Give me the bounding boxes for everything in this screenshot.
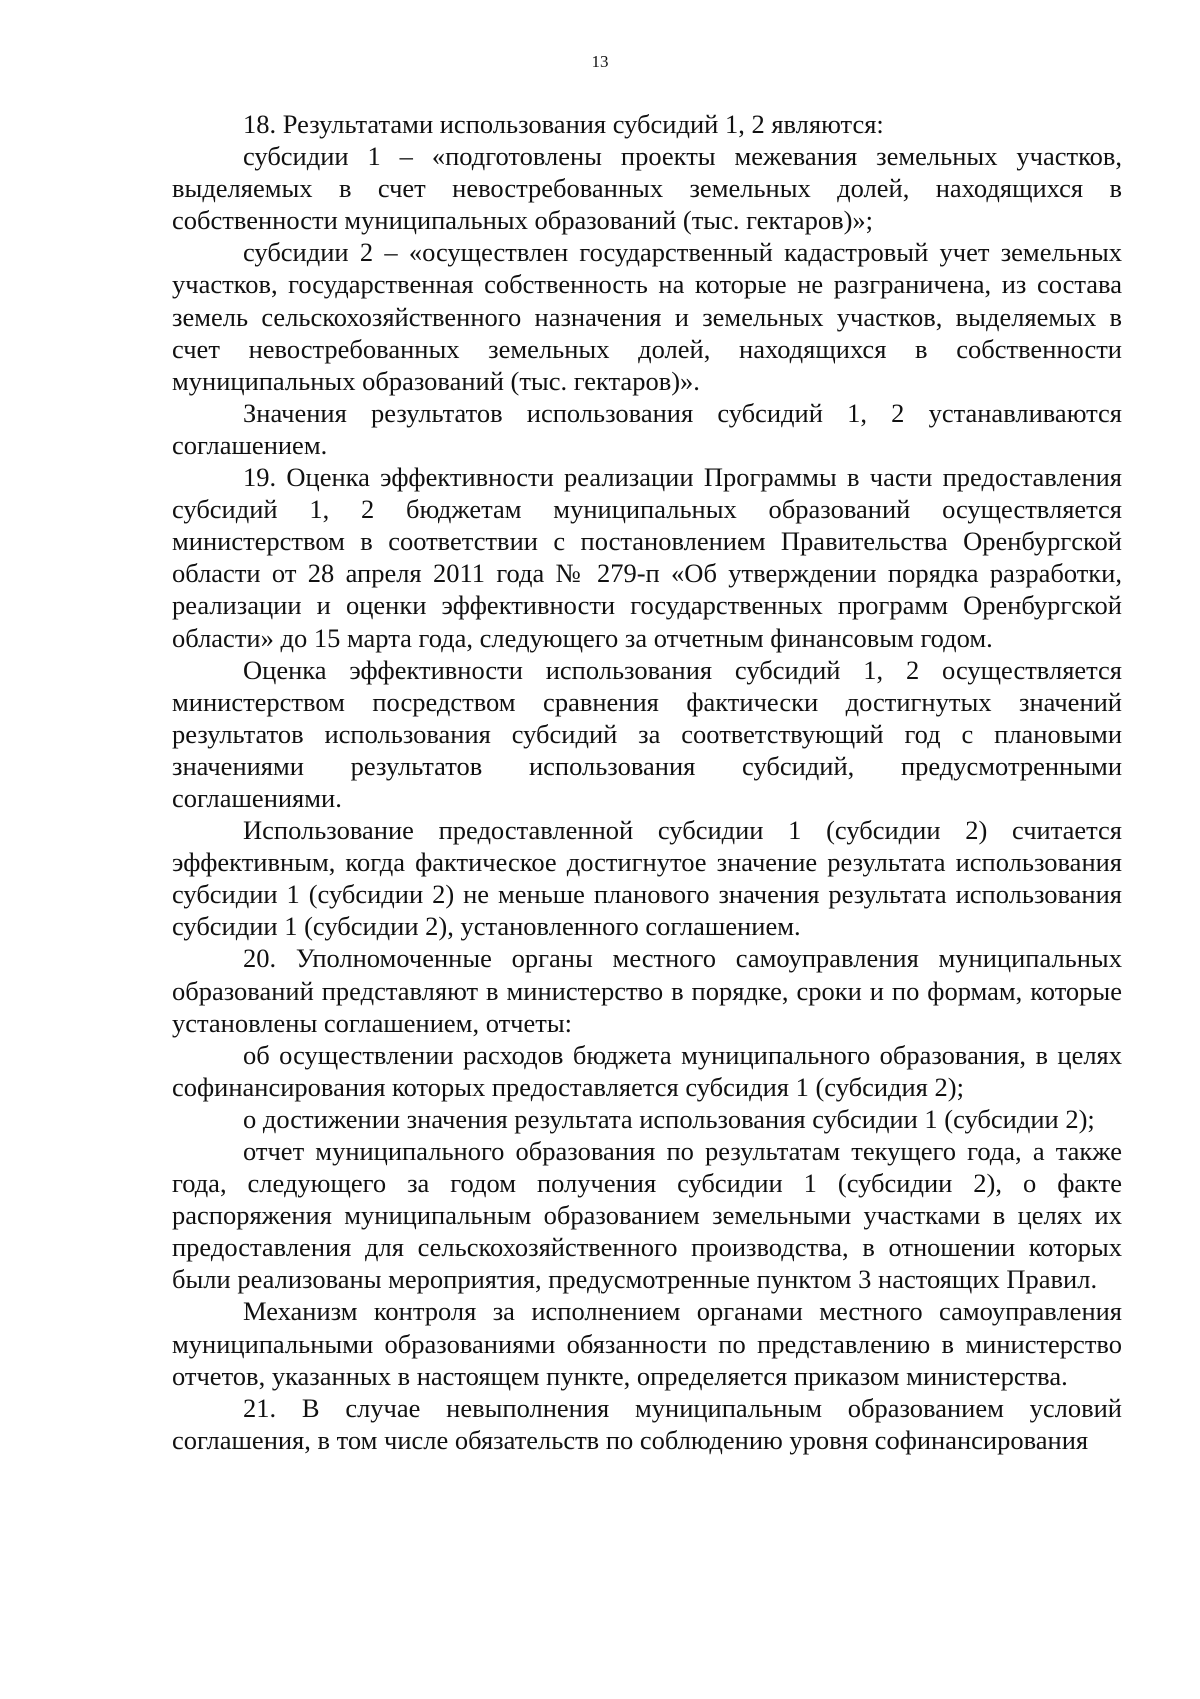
paragraph-18-subsidy-2: субсидии 2 – «осуществлен государственный кадастровый учет земельных участков, государственная собственность на которые не разграничена, из состава земель сельскохозяйственного назначения и земельных участков, выделяемых в счет невостребованных земельных долей, находящихся в собственности муниципальных образований (тыс. гектаров)». <box>172 237 1122 396</box>
paragraph-18-heading: 18. Результатами использования субсидий 1, 2 являются: <box>243 109 884 139</box>
paragraph-18-values: Значения результатов использования субсидий 1, 2 устанавливаются соглашением. <box>172 397 1122 460</box>
document-body <box>172 108 1122 1456</box>
paragraph-21: 21. В случае невыполнения муниципальным образованием условий соглашения, в том числе обязательств по соблюдению уровня софинансирования <box>172 1392 1122 1455</box>
page-number: 13 <box>591 52 609 71</box>
paragraph-18-subsidy-1: субсидии 1 – «подготовлены проекты межевания земельных участков, выделяемых в счет невостребованных земельных долей, находящихся в собственности муниципальных образований (тыс. гектаров)»; <box>172 141 1122 236</box>
paragraph-20-report-land: отчет муниципального образования по результатам текущего года, а также года, следующего за годом получения субсидии 1 (субсидии 2), о факте распоряжения муниципальным образованием земельными участками в целях их предоставления для сельскохозяйственного производства, в отношении которых были реализованы мероприятия, предусмотренные пунктом 3 настоящих Правил. <box>172 1136 1122 1295</box>
paragraph-20-control: Механизм контроля за исполнением органами местного самоуправления муниципальными образованиями обязанности по представлению в министерство отчетов, указанных в настоящем пункте, определяется приказом министерства. <box>172 1296 1122 1391</box>
paragraph-19: 19. Оценка эффективности реализации Программы в части предоставления субсидий 1, 2 бюджетам муниципальных образований осуществляется министерством в соответствии с постановлением Правительства Оренбургской области от 28 апреля 2011 года № 279-п «Об утверждении порядка разработки, реализации и оценки эффективности государственных программ Оренбургской области» до 15 марта года, следующего за отчетным финансовым годом. <box>172 462 1122 653</box>
paragraph-19-evaluation: Оценка эффективности использования субсидий 1, 2 осуществляется министерством посредством сравнения фактически достигнутых значений результатов использования субсидий за соответствующий год с плановыми значениями результатов использования субсидий, предусмотренными соглашениями. <box>172 654 1122 813</box>
paragraph-20-report-result: о достижении значения результата использования субсидии 1 (субсидии 2); <box>243 1103 1095 1134</box>
paragraph-19-effectiveness: Использование предоставленной субсидии 1 (субсидии 2) считается эффективным, когда фактическое достигнутое значение результата использования субсидии 1 (субсидии 2) не меньше планового значения результата использования субсидии 1 (субсидии 2), установленного соглашением. <box>172 815 1122 942</box>
paragraph-20-report-expenses: об осуществлении расходов бюджета муниципального образования, в целях софинансирования которых предоставляется субсидия 1 (субсидия 2); <box>172 1039 1122 1102</box>
paragraph-20: 20. Уполномоченные органы местного самоуправления муниципальных образований представляют в министерство в порядке, сроки и по формам, которые установлены соглашением, отчеты: <box>172 943 1122 1038</box>
